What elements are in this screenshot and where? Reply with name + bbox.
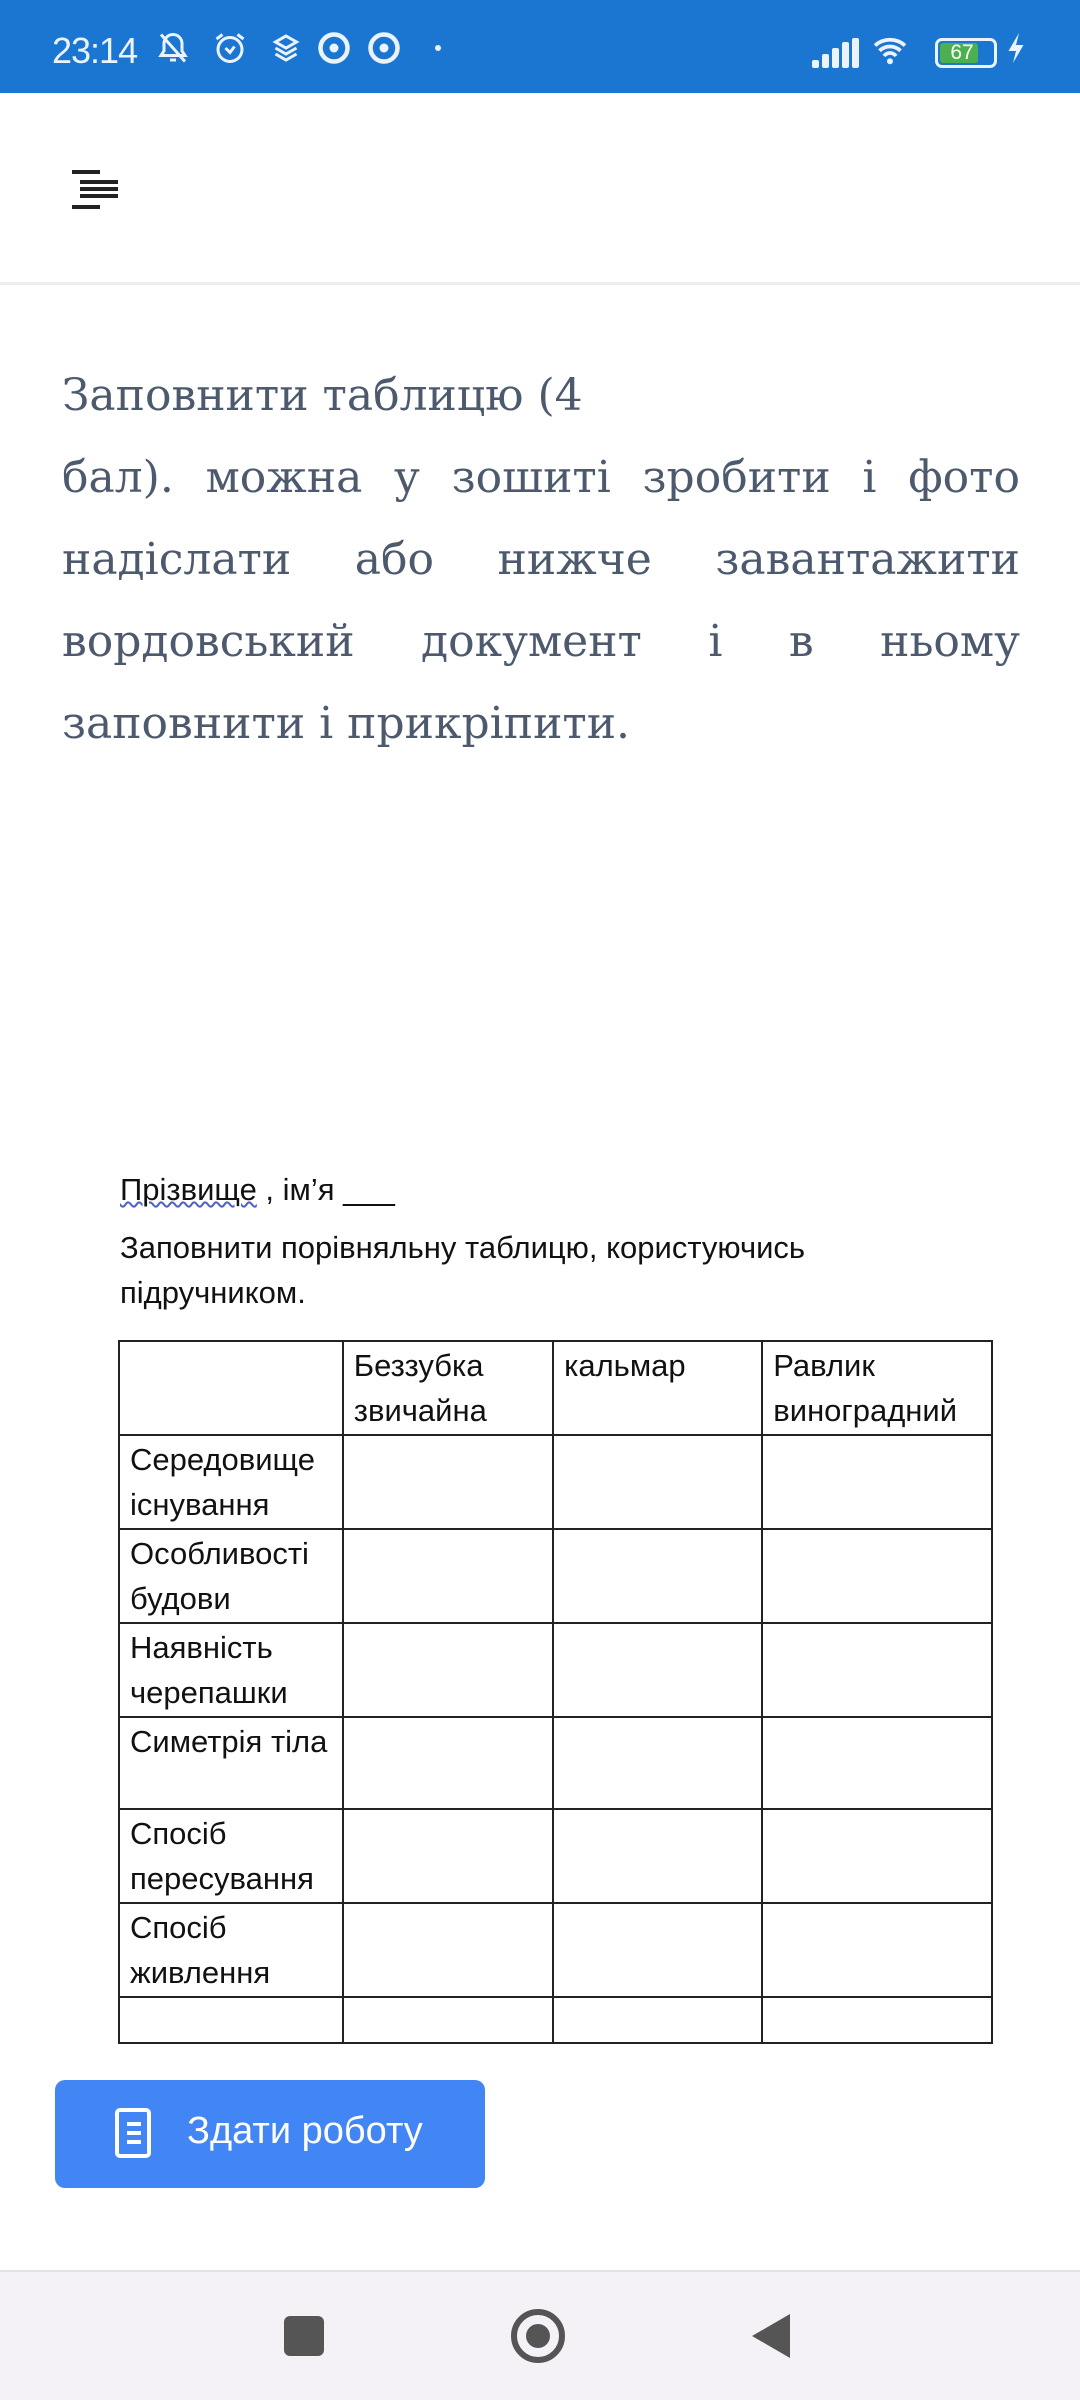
assignment-line: бал). можна у зошиті зробити і фото xyxy=(62,452,1020,503)
name-line xyxy=(120,1172,395,1208)
home-button[interactable] xyxy=(511,2309,565,2363)
charging-icon xyxy=(1004,30,1028,66)
table-row xyxy=(119,1623,992,1717)
signal-icon xyxy=(812,38,860,68)
recents-button[interactable] xyxy=(284,2316,324,2356)
row-label: Середовище існування xyxy=(119,1435,343,1529)
chrome-icon xyxy=(316,30,352,66)
navigation-bar xyxy=(0,2270,1080,2400)
dot-icon xyxy=(420,30,456,66)
row-label xyxy=(119,1997,343,2043)
table-row xyxy=(119,1997,992,2043)
assignment-line: вордовський документ і в ньому xyxy=(62,616,1020,667)
row-label: Симетрія тіла xyxy=(119,1717,343,1809)
clock: 23:14 xyxy=(52,30,138,71)
header-cell xyxy=(119,1341,343,1435)
chrome-icon-2 xyxy=(366,30,402,66)
row-label: Особливості будови xyxy=(119,1529,343,1623)
battery-level: 67 xyxy=(950,41,974,64)
back-button[interactable] xyxy=(752,2314,790,2358)
toolbar xyxy=(0,93,1080,285)
comparison-table xyxy=(118,1340,993,2044)
assignment-line: надіслати або нижче завантажити xyxy=(62,534,1020,585)
wifi-icon xyxy=(872,32,908,68)
assignment-line: заповнити і прикріпити. xyxy=(62,698,631,749)
row-label: Спосіб пересування xyxy=(119,1809,343,1903)
name-rest: , ім’я ___ xyxy=(256,1172,395,1207)
submit-work-button[interactable] xyxy=(55,2080,485,2188)
table-row xyxy=(119,1809,992,1903)
row-label: Наявність черепашки xyxy=(119,1623,343,1717)
table-header-row xyxy=(119,1341,992,1435)
muted-bell-icon xyxy=(155,30,191,66)
layers-icon xyxy=(268,30,304,66)
outline-menu-icon[interactable] xyxy=(72,170,122,210)
table-row xyxy=(119,1903,992,1997)
table-row xyxy=(119,1435,992,1529)
status-bar xyxy=(0,0,1080,93)
clipboard-icon xyxy=(115,2108,151,2158)
row-label: Спосіб живлення xyxy=(119,1903,343,1997)
table-row xyxy=(119,1717,992,1809)
alarm-icon xyxy=(212,30,248,66)
header-cell: Равлик виноградний xyxy=(762,1341,992,1435)
assignment-text xyxy=(62,355,1020,765)
submit-label: Здати роботу xyxy=(187,2110,423,2152)
header-cell: кальмар xyxy=(553,1341,762,1435)
assignment-line: Заповнити таблицю (4 xyxy=(62,370,583,421)
battery-icon xyxy=(935,38,997,68)
table-row xyxy=(119,1529,992,1623)
name-label: Прізвище xyxy=(120,1172,257,1207)
header-cell: Беззубка звичайна xyxy=(343,1341,553,1435)
instruction: Заповнити порівняльну таблицю, користуючись підручником. xyxy=(120,1230,806,1310)
